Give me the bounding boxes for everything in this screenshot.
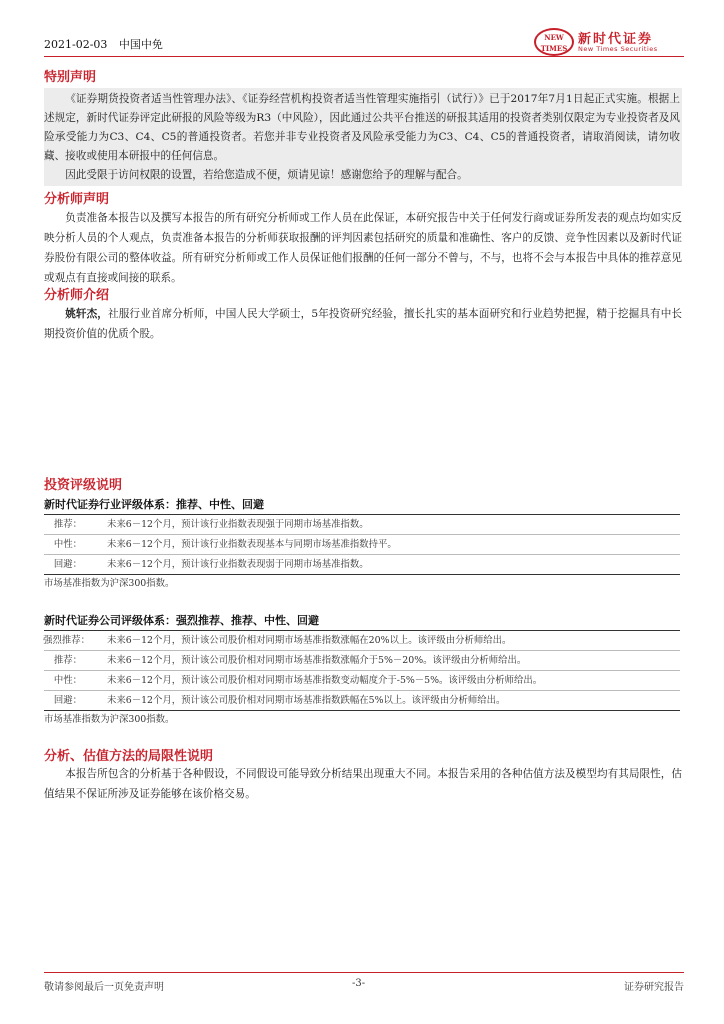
- industry-rating-note: 市场基准指数为沪深300指数。: [44, 578, 175, 589]
- rating-key: 强烈推荐：: [43, 635, 90, 646]
- rating-title: 投资评级说明: [44, 478, 123, 493]
- header-rule: [44, 56, 684, 57]
- special-title: 特别声明: [44, 70, 97, 85]
- table-row: [44, 651, 680, 671]
- analyst-statement-text: [44, 208, 682, 288]
- analyst-intro-text: [44, 304, 682, 344]
- footer-rule: [44, 972, 684, 973]
- special-text: [44, 90, 680, 185]
- rating-desc: 未来6－12个月，预计该公司股价相对同期市场基准指数变动幅度介于-5%－5%。该评级由分析师给出。: [107, 675, 543, 686]
- page-number: -3-: [352, 978, 366, 989]
- limitation-text: [44, 764, 682, 804]
- table-row: [44, 535, 680, 555]
- company-rating-note: 市场基准指数为沪深300指数。: [44, 714, 175, 725]
- rating-desc: 未来6－12个月，预计该行业指数表现基本与同期市场基准指数持平。: [107, 539, 397, 550]
- analyst-bio: 社服行业首席分析师，中国人民大学硕士，5年投资研究经验，擅长扎实的基本面研究和行业趋势把握，精于挖掘具有中长期投资价值的优质个股。: [44, 308, 682, 340]
- rating-desc: 未来6－12个月，预计该行业指数表现强于同期市场基准指数。: [107, 519, 369, 530]
- rating-desc: 未来6－12个月，预计该公司股价相对同期市场基准指数涨幅在20%以上。该评级由分析师给出。: [107, 635, 512, 646]
- table-row: [44, 631, 680, 651]
- logo-name: 新时代证券: [578, 32, 654, 47]
- industry-rating-heading: 新时代证券行业评级体系：推荐、中性、回避: [44, 498, 264, 511]
- table-row: [44, 555, 680, 574]
- company-name: 中国中免: [118, 38, 163, 51]
- report-date: 2021-02-03: [44, 38, 108, 51]
- table-row: [44, 691, 680, 710]
- limitation-paragraph: 本报告所包含的分析基于各种假设，不同假设可能导致分析结果出现重大不同。本报告采用的各种估值方法及模型均有其局限性，估值结果不保证所涉及证券能够在该价格交易。: [44, 768, 682, 800]
- footer-report-type: 证券研究报告: [624, 982, 684, 993]
- logo: [534, 28, 684, 58]
- logo-badge-icon: NEW TIMES: [534, 28, 574, 56]
- table-row: [44, 671, 680, 691]
- analyst-statement-title: 分析师声明: [44, 192, 110, 207]
- logo-english: New Times Securities: [578, 45, 658, 53]
- rating-desc: 未来6－12个月，预计该行业指数表现弱于同期市场基准指数。: [107, 559, 369, 570]
- footer-disclaimer: 敬请参阅最后一页免责声明: [44, 982, 164, 993]
- analyst-statement-paragraph: 负责准备本报告以及撰写本报告的所有研究分析师或工作人员在此保证，本研究报告中关于任何发行商或证券所发表的观点均如实反映分析人员的个人观点，负责准备本报告的分析师获取报酬的评判因素包括研究的质量和准确性、客户的反馈、竞争性因素以及新时代证券股份有限公司的整体收益。所有研究分析师或工作人员保证他们报酬的任何一部分不曾与，不与，也将不会与本报告中具体的推荐意见或观点有直接或间接的联系。: [44, 212, 682, 284]
- company-rating-heading: 新时代证券公司评级体系：强烈推荐、推荐、中性、回避: [44, 614, 319, 627]
- rating-desc: 未来6－12个月，预计该公司股价相对同期市场基准指数涨幅介于5%－20%。该评级由分析师给出。: [107, 655, 527, 666]
- rating-desc: 未来6－12个月，预计该公司股价相对同期市场基准指数跌幅在5%以上。该评级由分析师给出。: [107, 695, 506, 706]
- table-row: [44, 515, 680, 535]
- analyst-intro-title: 分析师介绍: [44, 288, 110, 303]
- industry-rating-table: [44, 514, 680, 575]
- analyst-name: 姚轩杰，: [65, 308, 108, 320]
- company-rating-table: [44, 630, 680, 711]
- rating-key: 回避：: [53, 559, 82, 570]
- page-header: [44, 36, 171, 52]
- limitation-title: 分析、估值方法的局限性说明: [44, 749, 214, 764]
- rating-key: 中性：: [53, 675, 82, 686]
- special-paragraph-1: 《证券期货投资者适当性管理办法》、《证券经营机构投资者适当性管理实施指引（试行）》已于2017年7月1日起正式实施。根据上述规定，新时代证券评定此研报的风险等级为R3（中风险），因此通过公共平台推送的研报其适用的投资者类别仅限定为专业投资者及风险承受能力为C3、C4、C5的普通投资者。若您并非专业投资者及风险承受能力为C3、C4、C5的普通投资者，请取消阅读，请勿收藏、接收或使用本研报中的任何信息。: [44, 93, 680, 162]
- rating-key: 推荐：: [53, 519, 82, 530]
- rating-key: 中性：: [53, 539, 82, 550]
- special-paragraph-2: 因此受限于访问权限的设置，若给您造成不便，烦请见谅！感谢您给予的理解与配合。: [65, 169, 468, 181]
- rating-key: 推荐：: [53, 655, 82, 666]
- rating-key: 回避：: [53, 695, 82, 706]
